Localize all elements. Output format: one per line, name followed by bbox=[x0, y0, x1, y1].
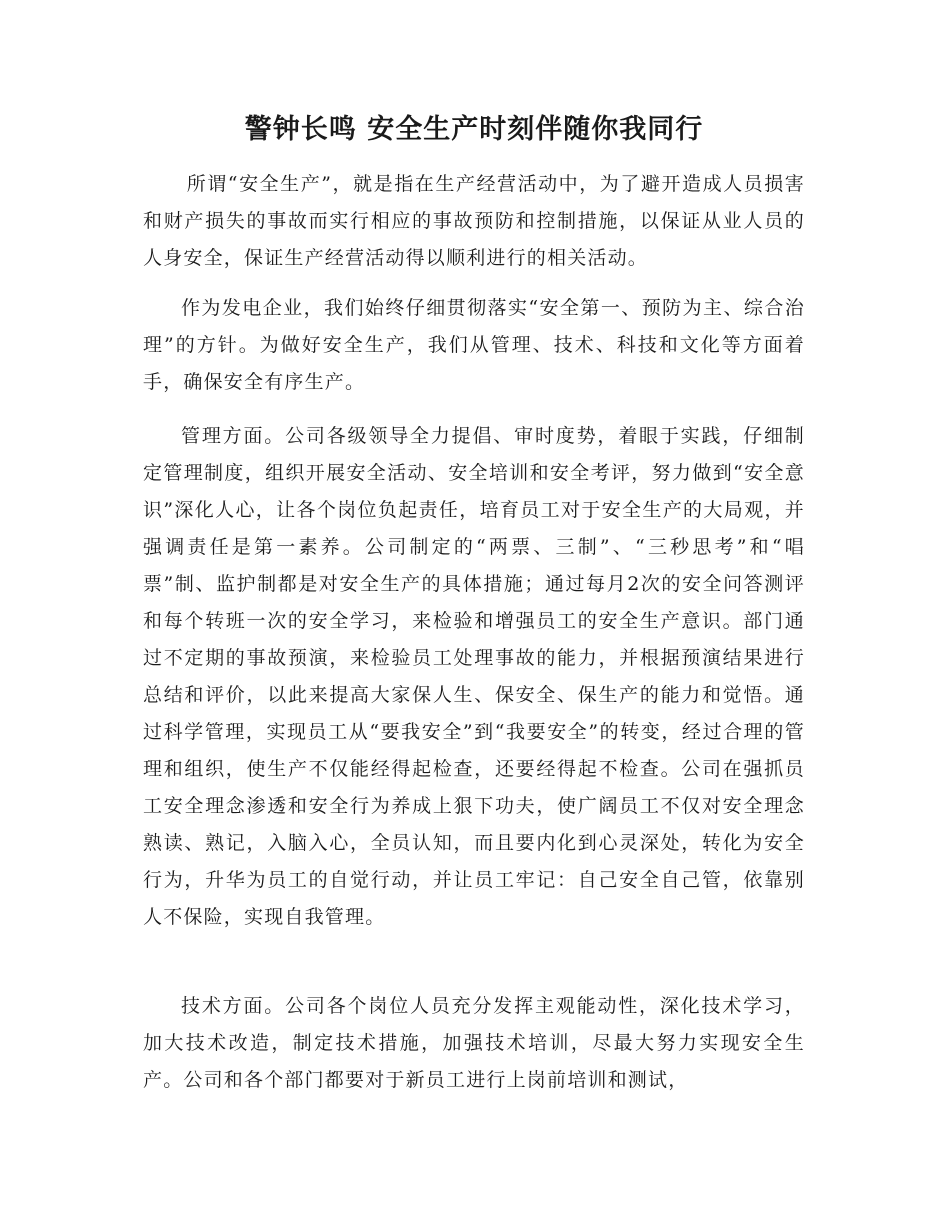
paragraph-technology: 技术方面。公司各个岗位人员充分发挥主观能动性，深化技术学习，加大技术改造，制定技术措施，加强技术培训，尽最大努力实现安全生产。公司和各个部门都要对于新员工进行上岗前培训和测试， bbox=[143, 995, 805, 1091]
paragraph-policy: 作为发电企业，我们始终仔细贯彻落实“安全第一、预防为主、综合治理”的方针。为做好安全生产，我们从管理、技术、科技和文化等方面着手，确保安全有序生产。 bbox=[143, 297, 805, 393]
document-title: 警钟长鸣 安全生产时刻伴随你我同行 bbox=[244, 114, 704, 145]
document-page bbox=[143, 0, 805, 1230]
paragraph-management: 管理方面。公司各级领导全力提倡、审时度势，着眼于实践，仔细制定管理制度，组织开展安全活动、安全培训和安全考评，努力做到“安全意识”深化人心，让各个岗位负起责任，培育员工对于安全生产的大局观，并强调责任是第一素养。公司制定的“两票、三制”、“三秒思考”和“唱票”制、监护制都是对安全生产的具体措施；通过每月2次的安全问答测评和每个转班一次的安全学习，来检验和增强员工的安全生产意识。部门通过不定期的事故预演，来检验员工处理事故的能力，并根据预演结果进行总结和评价，以此来提高大家保人生、保安全、保生产的能力和觉悟。通过科学管理，实现员工从“要我安全”到“我要安全”的转变，经过合理的管理和组织，使生产不仅能经得起检查，还要经得起不检查。公司在强抓员工安全理念渗透和安全行为养成上狠下功夫，使广阔员工不仅对安全理念熟读、熟记，入脑入心，全员认知，而且要内化到心灵深处，转化为安全行为，升华为员工的自觉行动，并让员工牢记：自己安全自己管，依靠别人不保险，实现自我管理。 bbox=[143, 425, 805, 928]
paragraph-definition: 所谓“安全生产”，就是指在生产经营活动中，为了避开造成人员损害和财产损失的事故而实行相应的事故预防和控制措施，以保证从业人员的人身安全，保证生产经营活动得以顺利进行的相关活动。 bbox=[143, 173, 805, 269]
